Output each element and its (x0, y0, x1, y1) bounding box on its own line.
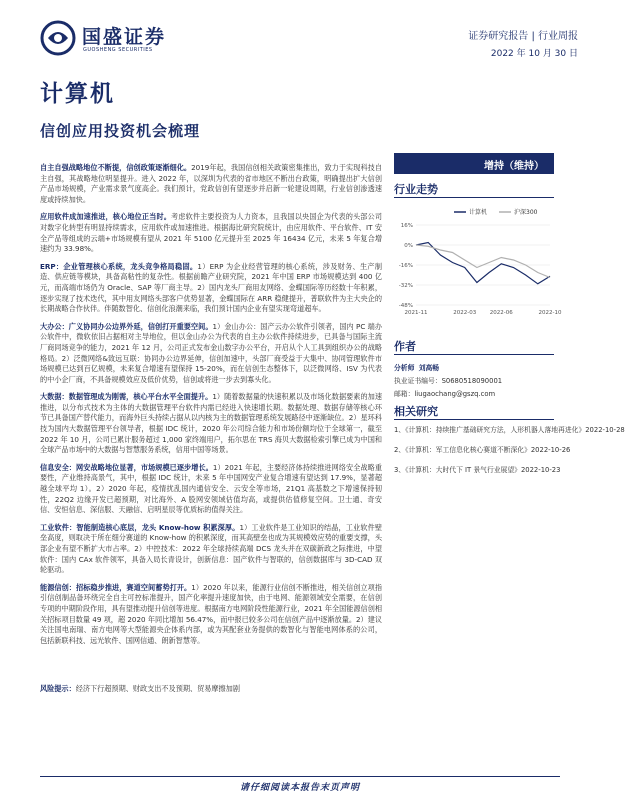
trend-chart (394, 205, 562, 325)
rating-banner (394, 153, 554, 174)
report-date: 2022 年 10 月 30 日 (490, 49, 578, 59)
paragraph-text: 2019年起，我国信创相关政策密集推出，致力于实现科技自主自强，其战略地位明显提升。进入 2022 年，以深圳为代表的省市地区不断出台政策，明确提出扩大信创产品市场规模，产业需求景气度高企。我们预计，党政信创有望逐步并启新一轮建设周期，行业信创渗透速度或持续加快。 (40, 163, 382, 204)
footer-divider (40, 776, 560, 777)
brand-name-en: GUOSHENG SECURITIES (83, 47, 153, 53)
y-tick-label: -16% (398, 263, 413, 269)
analyst-label: 分析师 (394, 364, 415, 372)
paragraph-lead: 应用软件成加速推进，核心地位正当时。 (40, 212, 172, 222)
body-paragraph (40, 322, 382, 386)
report-body (40, 163, 382, 653)
divider (394, 354, 554, 355)
report-title: 信创应用投资机会梳理 (40, 122, 201, 140)
cert-label: 执业证书编号： (394, 377, 442, 385)
analyst-name: 刘高畅 (418, 364, 440, 372)
x-tick-label: 2022-06 (489, 310, 513, 316)
y-tick-label: 16% (400, 223, 413, 229)
paragraph-lead: 能源信创：招标稳步推进，赛道空间蓄势打开。 (40, 582, 192, 592)
body-paragraph (40, 463, 382, 516)
email-address[interactable]: liugaochang@gszq.com (414, 390, 496, 398)
company-logo (40, 20, 190, 60)
related-report-link[interactable]: 1、《计算机：持续推广基础研究方法，人形机器人落地再进化》2022-10-28 (394, 426, 625, 434)
paragraph-text: 考虑软件主要投资为人力资本，且我国以央国企为代表的头部公司对数字化转型有明显持续需求，应用软件或加速推进。根据海比研究院统计，由应用软件、平台软件、IT 安全产品等组成的云端+市场规模有望从 2021 年 5100 亿元提升至 2025 年 16434 亿元，未来 5 年复合增速约为 33.98%。 (40, 212, 382, 254)
paragraph-lead: 大办公：广义协同办公边界外延，信创打开重要空间。 (40, 321, 213, 331)
body-paragraph (40, 523, 382, 576)
x-tick-label: 2022-10 (538, 310, 562, 316)
guosheng-logo-icon (40, 20, 76, 56)
body-paragraph (40, 163, 382, 205)
paragraph-text: 1）ERP 为企业经营管理的核心系统，涉及财务、生产制造、供应链等模块，具备高粘性的复杂性。根据前瞻产业研究院，2021 年中国 ERP 市场规模达到 400 亿元，而高端市场仍为 Oracle、SAP 等厂商主导。2）国内龙头厂商用友网络、金蝶国际等历经数十年积累，逐步实现了技术迭代，其中用友网络头部客户优势显著，金蝶国际在 ARR 稳健提升，普联软件为主大央企的长期战略合作伙伴。伴随数智化、信创化浪潮来临，我们预计国内企业有望实现弯道超车。 (40, 261, 382, 314)
industry-heading: 计算机 (40, 81, 115, 107)
y-tick-label: -32% (398, 283, 413, 289)
paragraph-lead: ERP：企业管理核心系统，龙头竞争格局稳固。 (40, 261, 198, 271)
risk-text: 经济下行超预期、财政支出不及预期、贸易摩擦加剧 (75, 684, 240, 693)
paragraph-text: 1）工业软件是工业知识的结晶，工业软件壁垒高度，则取决于所在细分赛道的 Know-how 的积累深度，而其高壁垒也成为其规模效应势的重要支撑，头部企业有望不断扩大市占率。2）中控技术：2022 年全球持续高端 DCS 龙头并在双碳新政之际推进，中望软件：国内 CAx 软件领军，具备入局长青设计，创新信息：国产软件与智联的，信创数据库与 3D-CAD 双轮驱动。 (40, 522, 382, 575)
paragraph-text: 1）金山办公：国产云办公软件引领者，国内 PC 端办公软件中，微软依旧占据相对主导地位，但以金山办公为代表的自主办公软件持续进步，已具备与国际主流厂商同场竞争的能力，2021 年 12 月，公司正式发布金山数字办公平台，开启从个人工具到组织办公的战略格局。2）泛微网络&致远互联：协同办公边界延伸，信创加速中，头部厂商受益于大集中、协同管理软件市场规模已达到百亿规模，未来复合增速有望保持 15-20%，而在信创生态整体下，以泛微网络、ISV 为代表的中小企厂商，不具备规模效应及低价优势，信创或将进一步去到寡头化。 (40, 321, 382, 384)
body-paragraph (40, 583, 382, 647)
email-row (394, 388, 495, 398)
y-tick-label: 0% (404, 243, 413, 249)
body-paragraph (40, 392, 382, 456)
divider (394, 197, 554, 198)
paragraph-text: 1）2021 年起，主要经济体持续推进网络安全战略重要性，产业维持高景气，其中，根据 IDC 统计，未来 5 年中国网安产业复合增速有望达到 17.9%，显著超越全球平均 1）。2）2020 年起，疫情扰乱国内通信安全、云安全等市场，21Q1 高基数之下增速保持韧性，22Q2 边缘开发已超预期，对比海外、A 股网安领域估值均高，或提供估值修复空间。卫士通、奇安信、安恒信息、深信服、天融信、启明星辰等优质标的值得关注。 (40, 462, 382, 515)
related-report-link[interactable]: 3、《计算机：大时代下 IT 景气行业展望》2022-10-23 (394, 466, 561, 474)
brand-name: 国盛证券 (82, 26, 167, 48)
y-tick-label: -48% (398, 303, 413, 309)
related-report-link[interactable]: 2、《计算机：军工信息化核心赛道不断深化》2022-10-26 (394, 446, 571, 454)
trend-heading: 行业走势 (394, 183, 438, 196)
paragraph-text: 1）2020 年以来，能源行业信创不断推进，相关信创立项指引信创制品备环绕完全自主可控标准提升，国产化率提升速度加快，由于电网、能源领域安全需要，在信创专项的中期阶段作用，具有望推动提升信创等进度。根据南方电网阶段性能源行业，2021 年全国能源信创相关招标项目数量 49 项，超 2020 年同比增加 56.47%，而中报已较多公司在信创产品中逐渐放量。2）建议关注国电南瑞、南方电网等大型能源央企体系内部，或为其配套业务提供的数智化与智能电网体系的公司，包括新联科技、远光软件、国网信通、朗新智慧等。 (40, 582, 382, 645)
related-heading: 相关研究 (394, 405, 438, 418)
author-heading: 作者 (394, 340, 416, 353)
legend-label: 计算机 (469, 209, 488, 216)
risk-warning (40, 684, 240, 694)
divider (394, 419, 554, 420)
rating-label: 增持（维持） (484, 161, 544, 172)
cert-row (394, 375, 502, 385)
paragraph-lead: 大数据：数据管理成为刚需，核心平台水平全面提升。 (40, 392, 213, 402)
body-paragraph (40, 262, 382, 315)
body-paragraph (40, 212, 382, 254)
report-type: 证券研究报告 | 行业周报 (468, 31, 578, 42)
x-tick-label: 2022-03 (453, 310, 477, 316)
paragraph-lead: 自主自强战略地位不断提，信创政策逐渐细化。 (40, 163, 192, 172)
footer-disclaimer: 请仔细阅读本报告末页声明 (239, 783, 360, 793)
x-tick-label: 2021-11 (404, 310, 428, 316)
paragraph-text: 1）随着数据量的快速积累以及市场化数据要素的加速推进，以分布式技术为主体的大数据管理平台软件内需已经进入快速增长期。数据处理、数据存储等核心环节已具备国产替代能力，而海外巨头持续占据从以内核为主的数据管理系统发展路径中逐渐缺位。2）星环科技为国内大数据管理平台领导者，根据 IDC 统计，2020 年公司综合能力和市场份额均位于全球第一，截至 2022 年 10 月，公司已累计服务超过 1,000 家终端用户，拓尔思在 TRS 海贝大数据检索引擎已成为中国和全球产品市场中的大数据与智慧服务系统，信用中国等场景。 (40, 392, 382, 455)
risk-label: 风险提示： (40, 684, 76, 693)
cert-number: S0680518090001 (441, 377, 503, 385)
email-label: 邮箱： (394, 390, 415, 398)
paragraph-lead: 工业软件：智能制造核心底层，龙头 Know-how 积累深厚。 (40, 522, 240, 532)
legend-label: 沪深300 (514, 209, 538, 216)
paragraph-lead: 信息安全：网安战略地位显著，市场规模已逐步增长。 (40, 462, 213, 472)
analyst-row (394, 362, 439, 372)
